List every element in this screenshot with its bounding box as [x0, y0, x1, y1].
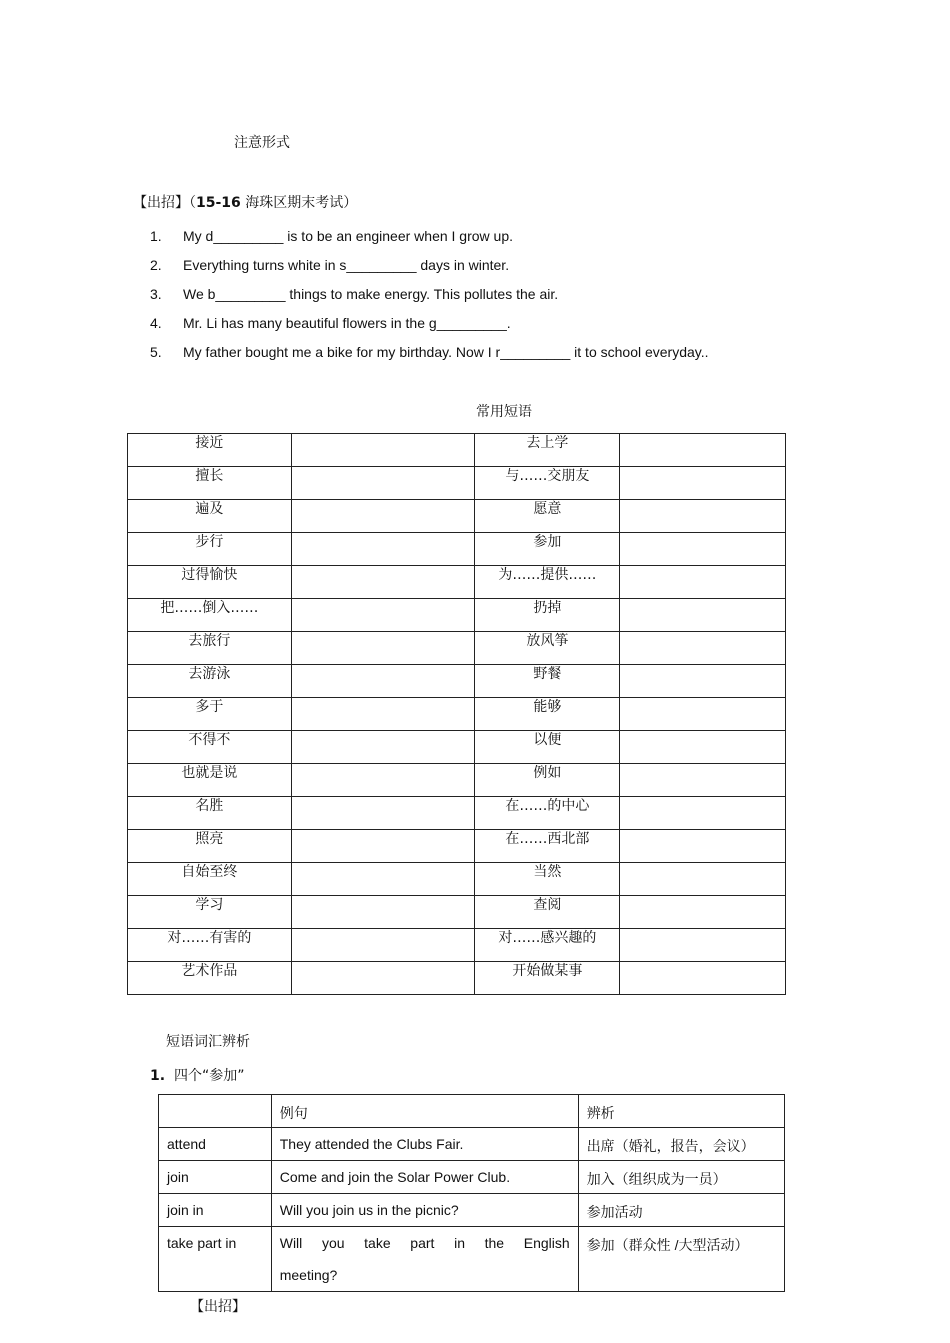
phrase-cn-left: 名胜	[128, 797, 292, 830]
phrase-answer-blank[interactable]	[620, 731, 786, 764]
phrase-cn-right: 参加	[475, 533, 620, 566]
phrase-answer-blank[interactable]	[291, 962, 475, 995]
phrase-cn-left: 擅长	[128, 467, 292, 500]
exam-code: 15-16	[196, 195, 241, 211]
phrase-answer-blank[interactable]	[291, 698, 475, 731]
phrase-answer-blank[interactable]	[291, 764, 475, 797]
note-heading: 注意形式	[234, 135, 290, 151]
phrase-answer-blank[interactable]	[291, 896, 475, 929]
phrase-answer-blank[interactable]	[620, 929, 786, 962]
phrase-answer-blank[interactable]	[620, 764, 786, 797]
phrase-answer-blank[interactable]	[291, 599, 475, 632]
phrase-cn-right: 去上学	[475, 434, 620, 467]
phrase-cn-right: 以便	[475, 731, 620, 764]
table-row	[159, 1161, 785, 1194]
header-cell: 例句	[271, 1095, 578, 1128]
phrase-cn-left: 去游泳	[128, 665, 292, 698]
phrase-cn-left: 遍及	[128, 500, 292, 533]
table-row	[128, 830, 786, 863]
table-row	[128, 896, 786, 929]
phrase-cn-left: 对……有害的	[128, 929, 292, 962]
exam-title	[133, 192, 357, 212]
table-row	[159, 1128, 785, 1161]
table-row	[128, 566, 786, 599]
phrase-answer-blank[interactable]	[620, 797, 786, 830]
phrase-cn-right: 在……的中心	[475, 797, 620, 830]
phrase-answer-blank[interactable]	[620, 434, 786, 467]
phrase-cn-left: 步行	[128, 533, 292, 566]
question-item: 5. My father bought me a bike for my birthday. Now I r_________ it to school everyday..	[150, 344, 709, 360]
phrase-answer-blank[interactable]	[620, 500, 786, 533]
phrase-cn-right: 例如	[475, 764, 620, 797]
footer-label: 【出招】	[190, 1299, 246, 1315]
phrase-cn-right: 查阅	[475, 896, 620, 929]
header-cell	[159, 1095, 272, 1128]
table-row	[128, 764, 786, 797]
phrase-cn-left: 艺术作品	[128, 962, 292, 995]
phrase-cn-left: 也就是说	[128, 764, 292, 797]
phrase-answer-blank[interactable]	[620, 896, 786, 929]
example-cell	[271, 1227, 578, 1292]
analysis-title: 短语词汇辨析	[166, 1034, 250, 1050]
table-row	[128, 434, 786, 467]
phrase-answer-blank[interactable]	[291, 731, 475, 764]
word-cell: take part in	[159, 1227, 272, 1292]
phrase-answer-blank[interactable]	[291, 830, 475, 863]
note-cell: 参加（群众性 /大型活动）	[578, 1227, 784, 1292]
phrase-answer-blank[interactable]	[620, 698, 786, 731]
phrase-cn-left: 接近	[128, 434, 292, 467]
example-cell: They attended the Clubs Fair.	[271, 1128, 578, 1161]
phrase-answer-blank[interactable]	[620, 632, 786, 665]
phrase-answer-blank[interactable]	[291, 434, 475, 467]
table-row	[128, 467, 786, 500]
exam-prefix: 【出招】（	[133, 195, 196, 211]
phrase-answer-blank[interactable]	[291, 500, 475, 533]
table-row	[128, 962, 786, 995]
question-item: 2. Everything turns white in s_________ days in winter.	[150, 257, 510, 273]
note-cell: 加入（组织成为一员）	[578, 1161, 784, 1194]
table-row	[128, 632, 786, 665]
phrase-cn-right: 能够	[475, 698, 620, 731]
table-row	[128, 731, 786, 764]
phrase-cn-right: 与……交朋友	[475, 467, 620, 500]
phrase-cn-right: 对……感兴趣的	[475, 929, 620, 962]
section-title: 1. 四个“参加”	[150, 1068, 245, 1084]
example-line: meeting?	[279, 1267, 338, 1283]
question-item: 1. My d_________ is to be an engineer when I grow up.	[150, 228, 514, 244]
question-item: 3. We b_________ things to make energy. This pollutes the air.	[150, 286, 559, 302]
example-line: Will you take part in the English	[279, 1235, 570, 1251]
phrase-answer-blank[interactable]	[620, 566, 786, 599]
header-cell: 辨析	[578, 1095, 784, 1128]
table-row	[128, 599, 786, 632]
example-cell: Will you join us in the picnic?	[271, 1194, 578, 1227]
phrase-cn-left: 过得愉快	[128, 566, 292, 599]
phrase-cn-left: 学习	[128, 896, 292, 929]
table-row	[128, 863, 786, 896]
phrases-table	[127, 433, 786, 995]
phrase-cn-right: 放风筝	[475, 632, 620, 665]
phrase-answer-blank[interactable]	[620, 533, 786, 566]
analysis-table	[158, 1094, 785, 1292]
phrase-answer-blank[interactable]	[291, 566, 475, 599]
exam-suffix: 海珠区期末考试）	[240, 195, 358, 211]
table-row	[128, 500, 786, 533]
table-row	[128, 533, 786, 566]
phrase-cn-left: 把……倒入……	[128, 599, 292, 632]
table-row	[128, 665, 786, 698]
phrase-cn-left: 不得不	[128, 731, 292, 764]
phrase-cn-right: 野餐	[475, 665, 620, 698]
phrase-cn-right: 愿意	[475, 500, 620, 533]
note-cell: 出席（婚礼，报告，会议）	[578, 1128, 784, 1161]
phrase-answer-blank[interactable]	[291, 797, 475, 830]
phrase-answer-blank[interactable]	[620, 962, 786, 995]
phrase-cn-left: 多于	[128, 698, 292, 731]
phrase-cn-right: 在……西北部	[475, 830, 620, 863]
phrase-answer-blank[interactable]	[291, 467, 475, 500]
phrases-title: 常用短语	[476, 404, 532, 420]
phrase-answer-blank[interactable]	[620, 830, 786, 863]
phrase-answer-blank[interactable]	[291, 632, 475, 665]
phrase-cn-left: 去旅行	[128, 632, 292, 665]
word-cell: attend	[159, 1128, 272, 1161]
phrase-cn-right: 扔掉	[475, 599, 620, 632]
phrase-answer-blank[interactable]	[620, 599, 786, 632]
phrase-cn-right: 为……提供……	[475, 566, 620, 599]
phrase-answer-blank[interactable]	[291, 929, 475, 962]
word-cell: join in	[159, 1194, 272, 1227]
phrase-answer-blank[interactable]	[620, 467, 786, 500]
table-row	[128, 929, 786, 962]
question-item: 4. Mr. Li has many beautiful flowers in the g_________.	[150, 315, 511, 331]
table-row	[128, 797, 786, 830]
table-row	[128, 698, 786, 731]
example-cell: Come and join the Solar Power Club.	[271, 1161, 578, 1194]
table-row	[159, 1194, 785, 1227]
note-cell: 参加活动	[578, 1194, 784, 1227]
table-row	[159, 1227, 785, 1292]
table-row	[159, 1095, 785, 1128]
phrase-cn-right: 开始做某事	[475, 962, 620, 995]
phrase-answer-blank[interactable]	[291, 665, 475, 698]
phrase-answer-blank[interactable]	[620, 863, 786, 896]
phrase-answer-blank[interactable]	[291, 533, 475, 566]
phrase-cn-left: 自始至终	[128, 863, 292, 896]
phrase-cn-left: 照亮	[128, 830, 292, 863]
phrase-cn-right: 当然	[475, 863, 620, 896]
word-cell: join	[159, 1161, 272, 1194]
phrase-answer-blank[interactable]	[291, 863, 475, 896]
phrase-answer-blank[interactable]	[620, 665, 786, 698]
